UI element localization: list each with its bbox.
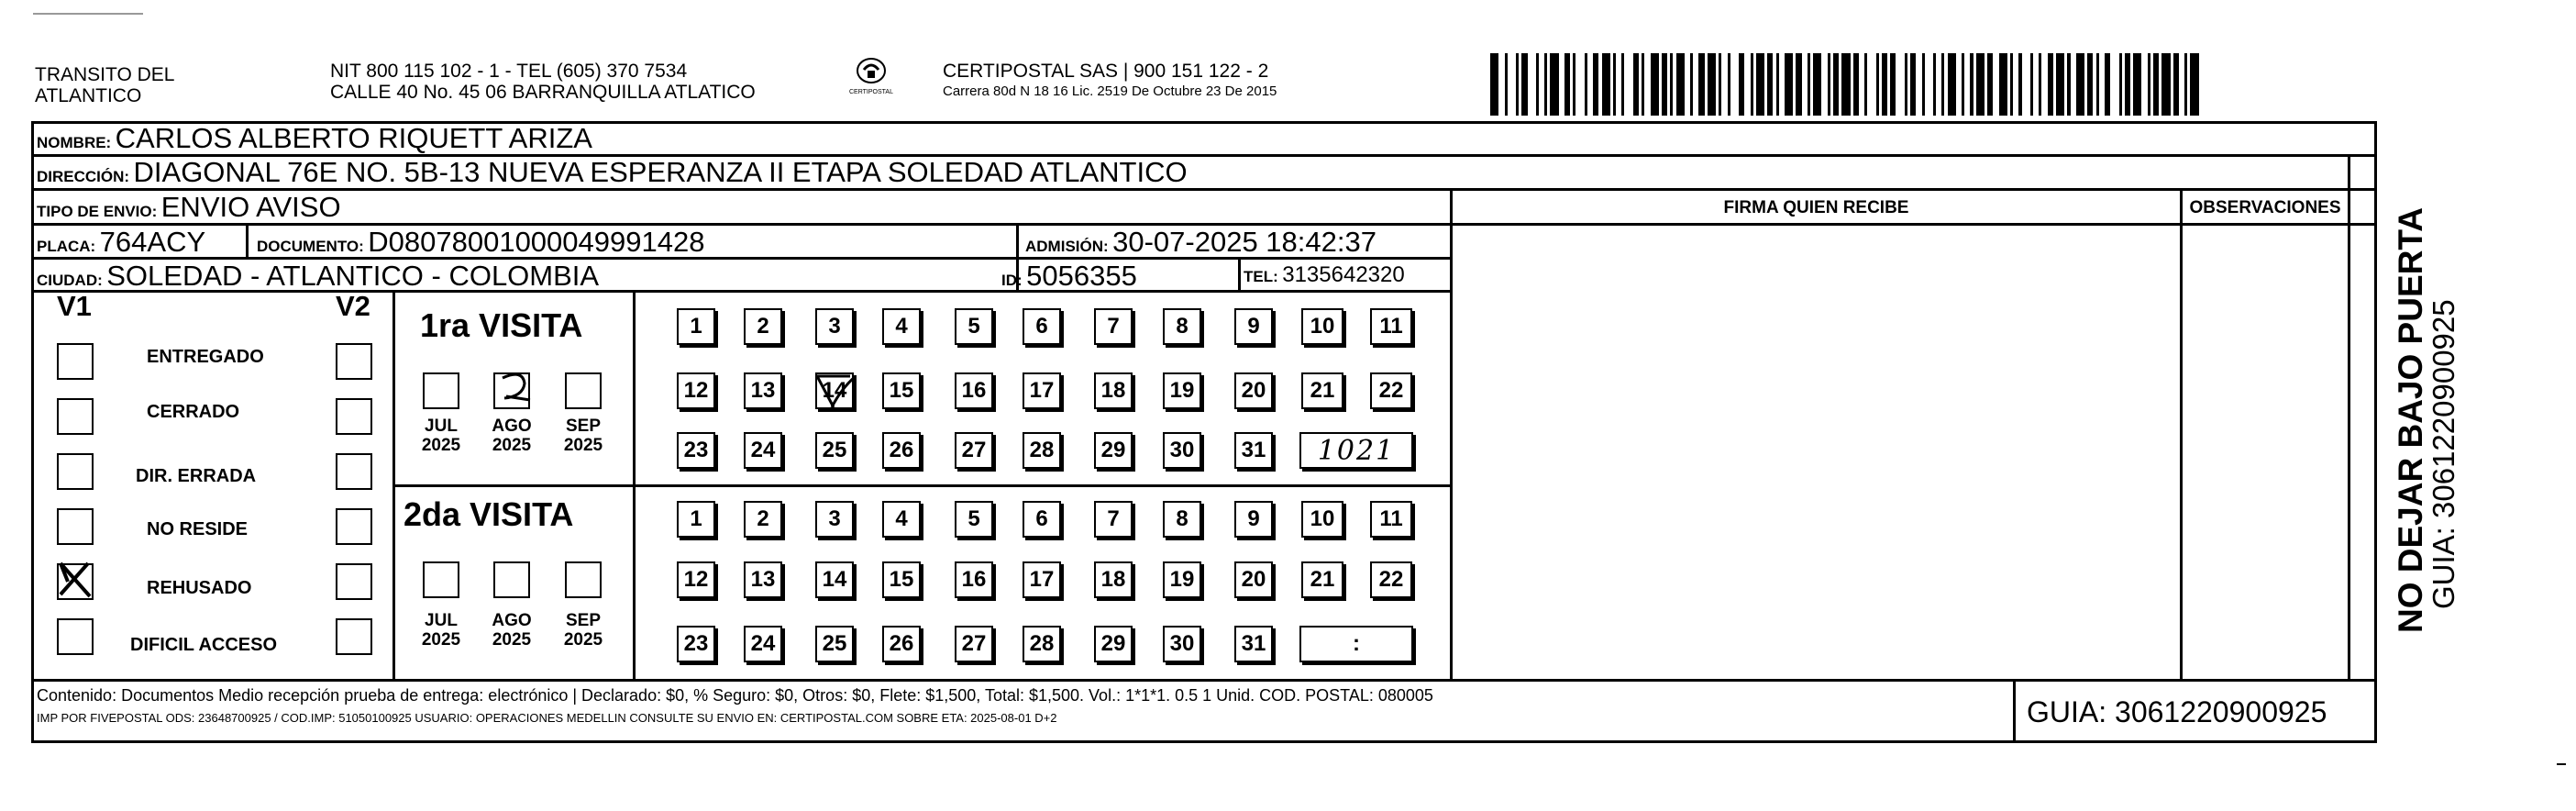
barcode-bar xyxy=(1508,53,1516,116)
nombre-value: CARLOS ALBERTO RIQUETT ARIZA xyxy=(115,122,592,154)
v1-checkbox[interactable] xyxy=(57,453,94,490)
day-box-27[interactable]: 27 xyxy=(955,626,993,662)
day-box-16[interactable]: 16 xyxy=(955,372,993,409)
license-line: Carrera 80d N 18 16 Lic. 2519 De Octubre 23 De 2015 xyxy=(943,83,1277,99)
day-box-4[interactable]: 4 xyxy=(882,308,921,345)
day-box-7[interactable]: 7 xyxy=(1094,501,1133,538)
month-label: JUL xyxy=(425,611,458,630)
footer-guia: GUIA: 3061220900925 xyxy=(2027,695,2327,728)
day-box-26[interactable]: 26 xyxy=(882,432,921,469)
barcode-bar xyxy=(1785,53,1793,116)
barcode-bar xyxy=(1550,53,1558,116)
year-label: 2025 xyxy=(492,436,532,455)
placa-cell xyxy=(37,226,205,259)
v2-checkbox[interactable] xyxy=(336,453,372,490)
day-box-24[interactable]: 24 xyxy=(744,626,782,662)
direccion-row xyxy=(37,156,1188,189)
tel-label: TEL: xyxy=(1244,268,1278,285)
day-box-31[interactable]: 31 xyxy=(1234,626,1273,662)
day-box-4[interactable]: 4 xyxy=(882,501,921,538)
year-label: 2025 xyxy=(421,436,461,455)
status-option-label: REHUSADO xyxy=(147,578,252,598)
day-box-6[interactable]: 6 xyxy=(1023,308,1061,345)
tipo-envio-label: TIPO DE ENVIO: xyxy=(37,203,158,220)
day-box-17[interactable]: 17 xyxy=(1023,561,1061,598)
company-info xyxy=(943,61,1277,102)
day-box-21[interactable]: 21 xyxy=(1301,372,1343,409)
day-box-20[interactable]: 20 xyxy=(1234,561,1273,598)
sender-name xyxy=(35,64,174,106)
visita1-time-handwritten: 1021 xyxy=(1317,435,1396,467)
barcode-bar xyxy=(1756,53,1764,116)
day-box-5[interactable]: 5 xyxy=(955,308,993,345)
ciudad-label: CIUDAD: xyxy=(37,272,103,289)
barcode-bar xyxy=(2056,53,2064,116)
barcode-bar xyxy=(2133,53,2141,116)
month-year-label xyxy=(559,417,607,455)
day-box-13[interactable]: 13 xyxy=(744,372,782,409)
v2-checkbox[interactable] xyxy=(336,343,372,380)
barcode-bar xyxy=(1528,53,1536,116)
barcode-bar xyxy=(1676,53,1685,116)
month-year-label xyxy=(559,611,607,650)
v2-checkbox[interactable] xyxy=(336,618,372,655)
v1-checkbox[interactable] xyxy=(57,563,94,600)
id-value: 5056355 xyxy=(1026,260,1137,292)
sender-line-2: ATLANTICO xyxy=(35,85,142,106)
year-label: 2025 xyxy=(421,630,461,650)
day-box-15[interactable]: 15 xyxy=(882,561,921,598)
day-box-24[interactable]: 24 xyxy=(744,432,782,469)
footer-content-line: Contenido: Documentos Medio recepción prueba de entrega: electrónico | Declarado: $0, % Seguro: $0, Otros: $0, Flete: $1,500, Total: $1,500. Vol.: 1*1*1. 0.5 1 Unid. COD. POSTAL: 080005 xyxy=(37,686,1433,705)
day-box-18[interactable]: 18 xyxy=(1094,372,1133,409)
ciudad-value: SOLEDAD - ATLANTICO - COLOMBIA xyxy=(106,260,600,292)
day-box-3[interactable]: 3 xyxy=(815,308,854,345)
day-box-16[interactable]: 16 xyxy=(955,561,993,598)
visita1-time-box[interactable] xyxy=(1299,432,1413,469)
day-box-1[interactable]: 1 xyxy=(677,308,715,345)
tipo-envio-row xyxy=(37,191,341,224)
v2-checkbox[interactable] xyxy=(336,563,372,600)
day-box-11[interactable]: 11 xyxy=(1370,308,1412,345)
x-mark-icon xyxy=(55,560,95,600)
company-line: CERTIPOSTAL SAS | 900 151 122 - 2 xyxy=(943,61,1269,82)
strike-mark-icon xyxy=(813,371,859,413)
day-box-23[interactable]: 23 xyxy=(677,432,715,469)
day-box-18[interactable]: 18 xyxy=(1094,561,1133,598)
admision-value: 30-07-2025 18:42:37 xyxy=(1112,226,1376,258)
day-box-30[interactable]: 30 xyxy=(1163,626,1201,662)
day-box-11[interactable]: 11 xyxy=(1370,501,1412,538)
day-box-2[interactable]: 2 xyxy=(744,308,782,345)
day-box-26[interactable]: 26 xyxy=(882,626,921,662)
ciudad-cell xyxy=(37,260,599,293)
day-box-17[interactable]: 17 xyxy=(1023,372,1061,409)
tel-cell xyxy=(1244,262,1405,288)
documento-cell xyxy=(257,226,704,259)
day-box-25[interactable]: 25 xyxy=(815,626,854,662)
barcode xyxy=(1490,53,2206,116)
day-box-22[interactable]: 22 xyxy=(1370,372,1412,409)
year-label: 2025 xyxy=(563,630,603,650)
logo-text: CERTIPOSTAL xyxy=(849,89,893,95)
month-label: JUL xyxy=(425,417,458,436)
barcode-bar xyxy=(1624,53,1632,116)
day-box-5[interactable]: 5 xyxy=(955,501,993,538)
day-box-27[interactable]: 27 xyxy=(955,432,993,469)
barcode-bar xyxy=(2161,53,2170,116)
month-checkbox-jul[interactable] xyxy=(423,372,459,409)
month-checkbox-sep[interactable] xyxy=(565,372,602,409)
v1-checkbox[interactable] xyxy=(57,398,94,435)
admision-label: ADMISIÓN: xyxy=(1025,238,1109,255)
barcode-bar xyxy=(1999,53,2007,116)
divider xyxy=(2013,679,2016,743)
status-option-label: CERRADO xyxy=(147,402,240,422)
scan-mark xyxy=(33,13,143,15)
day-box-25[interactable]: 25 xyxy=(815,432,854,469)
day-box-9[interactable]: 9 xyxy=(1234,501,1273,538)
v1-checkbox[interactable] xyxy=(57,618,94,655)
divider xyxy=(1238,257,1241,290)
status-option-label: ENTREGADO xyxy=(147,347,264,367)
side-warning: NO DEJAR BAJO PUERTA xyxy=(2392,207,2429,633)
check-mark-icon xyxy=(495,369,536,409)
day-box-28[interactable]: 28 xyxy=(1023,626,1061,662)
id-cell xyxy=(1001,260,1137,293)
day-box-14[interactable]: 14 xyxy=(815,372,854,409)
v1-checkbox[interactable] xyxy=(57,343,94,380)
placa-value: 764ACY xyxy=(99,226,206,258)
divider xyxy=(31,679,2377,682)
barcode-bar xyxy=(1575,53,1584,116)
day-box-19[interactable]: 19 xyxy=(1163,372,1201,409)
divider xyxy=(1450,188,1453,679)
barcode-bar xyxy=(2190,53,2198,116)
status-option-label: DIFICIL ACCESO xyxy=(130,635,278,655)
divider xyxy=(392,484,1453,487)
nit-line: NIT 800 115 102 - 1 - TEL (605) 370 7534 xyxy=(330,61,688,82)
visita2-time-box[interactable]: : xyxy=(1299,626,1413,662)
day-box-12[interactable]: 12 xyxy=(677,561,715,598)
day-box-10[interactable]: 10 xyxy=(1301,308,1343,345)
barcode-bar xyxy=(1730,53,1739,116)
admision-cell xyxy=(1025,226,1376,259)
barcode-bar xyxy=(1896,53,1904,116)
scan-mark xyxy=(2557,763,2566,765)
barcode-bar xyxy=(2110,53,2118,116)
year-label: 2025 xyxy=(563,436,603,455)
divider xyxy=(1453,223,2377,226)
month-label: SEP xyxy=(565,417,602,436)
barcode-bar xyxy=(1651,53,1659,116)
day-box-21[interactable]: 21 xyxy=(1301,561,1343,598)
divider xyxy=(2348,154,2350,679)
month-checkbox-ago[interactable] xyxy=(493,561,530,598)
direccion-label: DIRECCIÓN: xyxy=(37,168,130,185)
sender-line-1: TRANSITO DEL xyxy=(35,64,175,85)
side-guia: GUIA: 3061220900925 xyxy=(2427,299,2460,609)
divider xyxy=(392,290,395,679)
day-box-8[interactable]: 8 xyxy=(1163,308,1201,345)
sender-address-line: CALLE 40 No. 45 06 BARRANQUILLA ATLATICO xyxy=(330,82,756,103)
day-box-2[interactable]: 2 xyxy=(744,501,782,538)
barcode-bar xyxy=(1490,53,1498,116)
month-year-label xyxy=(488,417,536,455)
day-box-10[interactable]: 10 xyxy=(1301,501,1343,538)
divider xyxy=(246,223,249,257)
day-box-14[interactable]: 14 xyxy=(815,561,854,598)
day-box-1[interactable]: 1 xyxy=(677,501,715,538)
barcode-bar xyxy=(1841,53,1850,116)
footer-print-line: IMP POR FIVEPOSTAL ODS: 23648700925 / COD.IMP: 51050100925 USUARIO: OPERACIONES MEDELLIN CONSULTE SU ENVIO EN: CERTIPOSTAL.COM SOBRE ETA: 2025-08-01 D+2 xyxy=(37,711,1057,725)
certipostal-logo xyxy=(848,57,894,96)
barcode-bar xyxy=(1813,53,1821,116)
day-box-9[interactable]: 9 xyxy=(1234,308,1273,345)
nombre-label: NOMBRE: xyxy=(37,134,112,151)
barcode-bar xyxy=(1925,53,1933,116)
day-box-30[interactable]: 30 xyxy=(1163,432,1201,469)
divider xyxy=(633,290,636,679)
v2-label: V2 xyxy=(336,290,370,322)
sender-contact xyxy=(330,61,756,103)
nombre-row xyxy=(37,122,592,155)
barcode-bar xyxy=(1948,53,1956,116)
month-year-label xyxy=(488,611,536,650)
day-box-3[interactable]: 3 xyxy=(815,501,854,538)
barcode-bar xyxy=(1867,53,1875,116)
month-checkbox-ago[interactable] xyxy=(493,372,530,409)
divider xyxy=(2180,188,2183,679)
barcode-bar xyxy=(2199,53,2205,116)
v1-label: V1 xyxy=(57,290,92,322)
day-box-28[interactable]: 28 xyxy=(1023,432,1061,469)
visita1-title: 1ra VISITA xyxy=(420,306,583,344)
firma-label: FIRMA QUIEN RECIBE xyxy=(1723,198,1909,217)
id-label: ID: xyxy=(1001,272,1023,289)
documento-label: DOCUMENTO: xyxy=(257,238,364,255)
barcode-bar xyxy=(2022,53,2030,116)
tipo-envio-value: ENVIO AVISO xyxy=(160,191,341,223)
day-box-15[interactable]: 15 xyxy=(882,372,921,409)
day-box-13[interactable]: 13 xyxy=(744,561,782,598)
day-box-19[interactable]: 19 xyxy=(1163,561,1201,598)
month-label: AGO xyxy=(492,611,532,630)
month-checkbox-jul[interactable] xyxy=(423,561,459,598)
barcode-bar xyxy=(1602,53,1610,116)
v2-checkbox[interactable] xyxy=(336,508,372,545)
documento-value: D08078001000049991428 xyxy=(368,226,705,258)
day-box-23[interactable]: 23 xyxy=(677,626,715,662)
status-option-label: DIR. ERRADA xyxy=(136,466,257,486)
day-box-12[interactable]: 12 xyxy=(677,372,715,409)
month-checkbox-sep[interactable] xyxy=(565,561,602,598)
month-label: SEP xyxy=(565,611,602,630)
year-label: 2025 xyxy=(492,630,532,650)
v2-checkbox[interactable] xyxy=(336,398,372,435)
day-box-7[interactable]: 7 xyxy=(1094,308,1133,345)
v1-checkbox[interactable] xyxy=(57,508,94,545)
tel-value: 3135642320 xyxy=(1282,262,1405,287)
visita2-title: 2da VISITA xyxy=(404,495,574,533)
status-option-label: NO RESIDE xyxy=(147,519,249,539)
month-year-label xyxy=(417,417,465,455)
day-box-8[interactable]: 8 xyxy=(1163,501,1201,538)
day-box-31[interactable]: 31 xyxy=(1234,432,1273,469)
day-box-29[interactable]: 29 xyxy=(1094,432,1133,469)
day-box-29[interactable]: 29 xyxy=(1094,626,1133,662)
barcode-bar xyxy=(1976,53,1985,116)
month-label: AGO xyxy=(492,417,532,436)
day-box-20[interactable]: 20 xyxy=(1234,372,1273,409)
day-box-22[interactable]: 22 xyxy=(1370,561,1412,598)
placa-label: PLACA: xyxy=(37,238,96,255)
day-box-6[interactable]: 6 xyxy=(1023,501,1061,538)
direccion-value: DIAGONAL 76E NO. 5B-13 NUEVA ESPERANZA II ETAPA SOLEDAD ATLANTICO xyxy=(133,156,1188,188)
barcode-bar xyxy=(2076,53,2084,116)
barcode-bar xyxy=(1708,53,1716,116)
logo-icon xyxy=(856,57,887,84)
observaciones-label: OBSERVACIONES xyxy=(2189,198,2341,217)
month-year-label xyxy=(417,611,465,650)
